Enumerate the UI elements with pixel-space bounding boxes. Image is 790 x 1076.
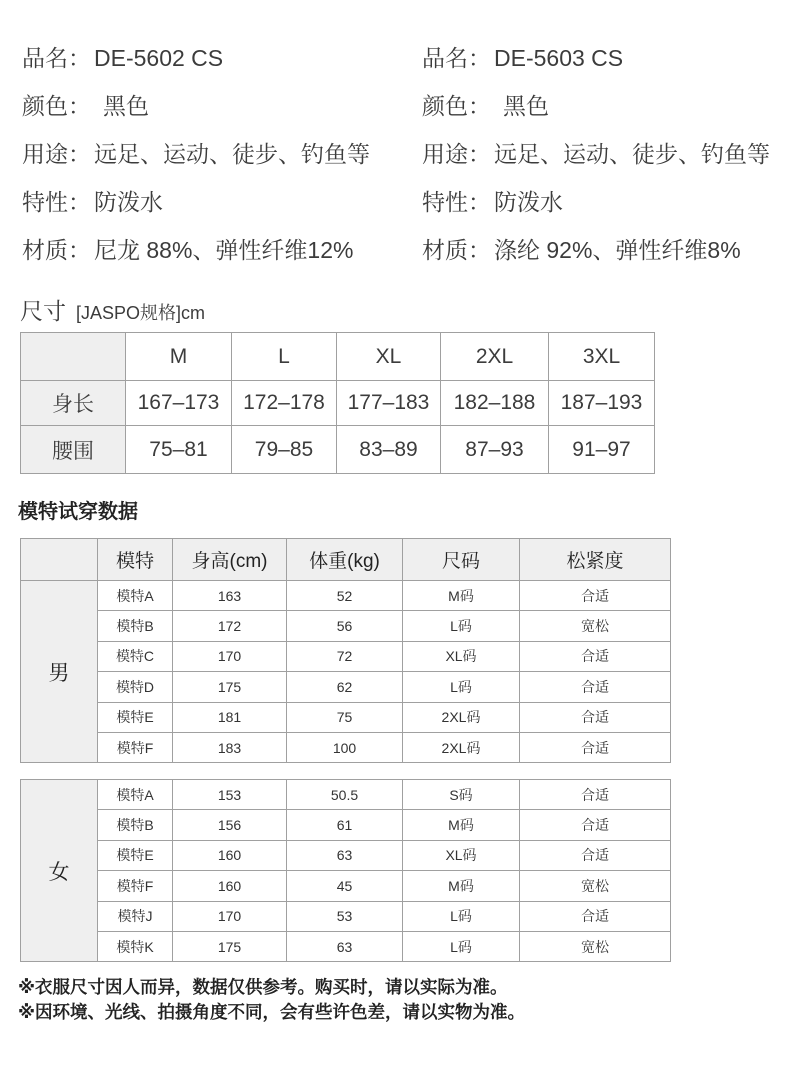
size-cell: 177–183 — [337, 381, 441, 426]
size-row-waist — [21, 426, 655, 474]
size-cell: S码 — [403, 780, 520, 810]
model-cell: 模特F — [98, 732, 173, 762]
height-cell: 170 — [173, 641, 287, 671]
size-cell: 83–89 — [337, 426, 441, 474]
height-cell: 153 — [173, 780, 287, 810]
table-row — [21, 732, 671, 762]
color-value: 黑色 — [503, 93, 549, 119]
weight-cell: 100 — [287, 732, 403, 762]
size-cell: L码 — [403, 672, 520, 702]
model-cell: 模特B — [98, 611, 173, 641]
table-row — [21, 702, 671, 732]
size-header-l: L — [232, 333, 337, 381]
size-row-length — [21, 381, 655, 426]
size-cell: 172–178 — [232, 381, 337, 426]
product-name-row — [22, 34, 370, 82]
size-header-row — [21, 333, 655, 381]
height-cell: 160 — [173, 840, 287, 870]
usage-row — [22, 130, 370, 178]
product-info-right — [422, 34, 770, 274]
material-row — [22, 226, 370, 274]
gender-label-male: 男 — [21, 581, 98, 763]
model-cell: 模特F — [98, 871, 173, 901]
size-header-corner — [21, 333, 126, 381]
size-row-label: 身长 — [21, 381, 126, 426]
size-cell: XL码 — [403, 840, 520, 870]
weight-cell: 72 — [287, 641, 403, 671]
weight-cell: 50.5 — [287, 780, 403, 810]
weight-cell: 56 — [287, 611, 403, 641]
size-header-xl: XL — [337, 333, 441, 381]
size-cell: 79–85 — [232, 426, 337, 474]
fit-cell: 合适 — [520, 810, 671, 840]
usage-row — [422, 130, 770, 178]
weight-cell: 62 — [287, 672, 403, 702]
table-row — [21, 871, 671, 901]
fit-cell: 合适 — [520, 672, 671, 702]
product-name-value: DE-5603 CS — [494, 45, 624, 71]
material-label: 材质： — [22, 237, 91, 263]
size-cell: L码 — [403, 611, 520, 641]
feature-label: 特性： — [22, 189, 91, 215]
height-cell: 175 — [173, 931, 287, 961]
table-row — [21, 901, 671, 931]
height-cell: 172 — [173, 611, 287, 641]
weight-cell: 53 — [287, 901, 403, 931]
size-cell: L码 — [403, 931, 520, 961]
height-cell: 160 — [173, 871, 287, 901]
usage-label: 用途： — [422, 141, 491, 167]
weight-cell: 63 — [287, 840, 403, 870]
product-name-label: 品名： — [22, 45, 91, 71]
size-header-2xl: 2XL — [441, 333, 549, 381]
feature-row — [22, 178, 370, 226]
size-chart-title: 尺寸 — [20, 298, 66, 324]
color-row — [22, 82, 370, 130]
size-cell: 2XL码 — [403, 732, 520, 762]
fit-cell: 宽松 — [520, 871, 671, 901]
usage-value: 远足、运动、徒步、钓鱼等 — [494, 141, 770, 167]
table-row — [21, 611, 671, 641]
model-cell: 模特A — [98, 581, 173, 611]
table-row — [21, 780, 671, 810]
weight-cell: 61 — [287, 810, 403, 840]
note-color-difference: ※因环境、光线、拍摄角度不同，会有些许色差，请以实物为准。 — [18, 1002, 526, 1022]
height-cell: 156 — [173, 810, 287, 840]
note-size-reference: ※衣服尺寸因人而异，数据仅供参考。购买时，请以实际为准。 — [18, 977, 508, 997]
fit-cell: 合适 — [520, 702, 671, 732]
product-name-value: DE-5602 CS — [94, 45, 224, 71]
model-table-female — [20, 779, 671, 962]
size-header-3xl: 3XL — [549, 333, 655, 381]
weight-cell: 52 — [287, 581, 403, 611]
model-cell: 模特E — [98, 840, 173, 870]
feature-value: 防泼水 — [494, 189, 563, 215]
model-header-weight: 体重(kg) — [287, 539, 403, 581]
color-label: 颜色： — [22, 93, 91, 119]
product-name-row — [422, 34, 770, 82]
size-cell: M码 — [403, 581, 520, 611]
model-header-row — [21, 539, 671, 581]
model-table-male — [20, 538, 671, 763]
model-cell: 模特E — [98, 702, 173, 732]
material-value: 涤纶 92%、弹性纤维8% — [494, 237, 741, 263]
color-label: 颜色： — [422, 93, 491, 119]
table-row — [21, 581, 671, 611]
model-header-fit: 松紧度 — [520, 539, 671, 581]
feature-value: 防泼水 — [94, 189, 163, 215]
model-cell: 模特K — [98, 931, 173, 961]
product-info-left — [22, 34, 370, 274]
fit-cell: 宽松 — [520, 611, 671, 641]
table-row — [21, 840, 671, 870]
size-cell: 187–193 — [549, 381, 655, 426]
model-header-corner — [21, 539, 98, 581]
usage-label: 用途： — [22, 141, 91, 167]
usage-value: 远足、运动、徒步、钓鱼等 — [94, 141, 370, 167]
size-cell: 2XL码 — [403, 702, 520, 732]
height-cell: 175 — [173, 672, 287, 702]
height-cell: 163 — [173, 581, 287, 611]
size-cell: 91–97 — [549, 426, 655, 474]
size-cell: L码 — [403, 901, 520, 931]
size-cell: 182–188 — [441, 381, 549, 426]
material-value: 尼龙 88%、弹性纤维12% — [94, 237, 354, 263]
weight-cell: 63 — [287, 931, 403, 961]
size-row-label: 腰围 — [21, 426, 126, 474]
fit-cell: 合适 — [520, 780, 671, 810]
model-cell: 模特J — [98, 901, 173, 931]
model-cell: 模特D — [98, 672, 173, 702]
model-header-height: 身高(cm) — [173, 539, 287, 581]
size-cell: M码 — [403, 871, 520, 901]
model-header-model: 模特 — [98, 539, 173, 581]
color-value: 黑色 — [103, 93, 149, 119]
table-row — [21, 931, 671, 961]
size-cell: 87–93 — [441, 426, 549, 474]
color-row — [422, 82, 770, 130]
fit-cell: 合适 — [520, 901, 671, 931]
feature-row — [422, 178, 770, 226]
table-row — [21, 810, 671, 840]
height-cell: 181 — [173, 702, 287, 732]
fit-cell: 合适 — [520, 581, 671, 611]
fit-cell: 宽松 — [520, 931, 671, 961]
model-header-size: 尺码 — [403, 539, 520, 581]
fit-cell: 合适 — [520, 732, 671, 762]
size-chart-unit-note: [JASPO规格]cm — [76, 303, 206, 323]
fit-cell: 合适 — [520, 840, 671, 870]
material-label: 材质： — [422, 237, 491, 263]
table-row — [21, 672, 671, 702]
size-chart-heading — [20, 296, 205, 326]
height-cell: 183 — [173, 732, 287, 762]
model-cell: 模特A — [98, 780, 173, 810]
weight-cell: 75 — [287, 702, 403, 732]
gender-label-female: 女 — [21, 780, 98, 962]
size-header-m: M — [126, 333, 232, 381]
material-row — [422, 226, 770, 274]
height-cell: 170 — [173, 901, 287, 931]
disclaimer-notes — [18, 975, 525, 1025]
model-cell: 模特C — [98, 641, 173, 671]
model-data-title: 模特试穿数据 — [18, 501, 138, 523]
table-row — [21, 641, 671, 671]
size-chart-table — [20, 332, 655, 474]
size-cell: 75–81 — [126, 426, 232, 474]
size-cell: 167–173 — [126, 381, 232, 426]
size-cell: M码 — [403, 810, 520, 840]
size-cell: XL码 — [403, 641, 520, 671]
feature-label: 特性： — [422, 189, 491, 215]
weight-cell: 45 — [287, 871, 403, 901]
model-cell: 模特B — [98, 810, 173, 840]
fit-cell: 合适 — [520, 641, 671, 671]
product-name-label: 品名： — [422, 45, 491, 71]
